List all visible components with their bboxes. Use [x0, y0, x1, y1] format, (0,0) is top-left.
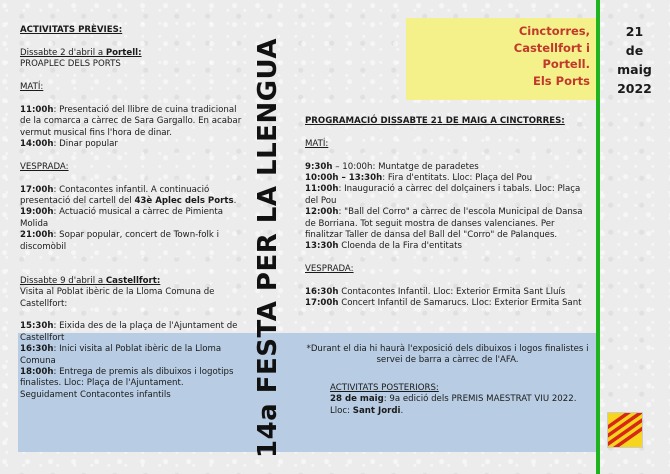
- main-morning-label: MATÍ:: [305, 138, 329, 149]
- day1-subtitle: PROAPLEC DELS PORTS: [20, 59, 121, 70]
- day1-morning-label: MATÍ:: [20, 82, 44, 92]
- later-activities-heading: ACTIVITATS POSTERIORS:: [330, 383, 439, 393]
- day2-subtitle: Visita al Poblat ibèric de la Lloma Comuna de Castellfort:: [20, 287, 215, 309]
- day2-item: 16:30h: Inici visita al Poblat ibèric de la Lloma Comuna: [20, 344, 222, 366]
- day2-closing: Seguidament Contacontes infantils: [20, 389, 171, 400]
- day1-afternoon-item: 19:00h: Actuació musical a càrrec de Pimienta Molida: [20, 207, 223, 229]
- day2-item: 15:30h: Eixida des de la plaça de l'Ajuntament de Castellfort: [20, 321, 238, 343]
- day1-afternoon-item: 21:00h: Sopar popular, concert de Town-folk i discomòbil: [20, 230, 220, 252]
- event-date: 21 de maig 2022: [617, 24, 652, 96]
- main-morning-item: 9:30h – 10:00h: Muntatge de paradetes: [305, 161, 479, 172]
- day2-heading: Dissabte 9 d'abril a Castellfort:: [20, 275, 161, 286]
- senyera-flag-icon: [607, 412, 643, 448]
- main-morning-item: 13:30h Cloenda de la Fira d'entitats: [305, 241, 462, 252]
- main-program-heading: PROGRAMACIÓ DISSABTE 21 DE MAIG A CINCTORRES:: [305, 116, 565, 126]
- day1-afternoon-label: VESPRADA:: [20, 161, 69, 172]
- day1-afternoon-item: 17:00h: Contacontes infantil. A continuació presentació del cartell del 43è Aplec dels Ports.: [20, 184, 237, 207]
- day1-morning-item: 11:00h: Presentació del llibre de cuina tradicional de la comarca a càrrec de Sara Gargallo. En acabar vermut musical fins l'hora de dinar.: [20, 104, 242, 138]
- main-program-column: [305, 116, 590, 310]
- green-divider: [596, 0, 600, 474]
- day1-morning-item: 14:00h: Dinar popular: [20, 139, 118, 150]
- previous-activities-heading: ACTIVITATS PRÈVIES:: [20, 25, 123, 35]
- day2-item: 18:00h: Entrega de premis als dibuixos i logotips finalistes. Lloc: Plaça de l'Ajuntament.: [20, 367, 234, 389]
- previous-activities-column: [20, 25, 242, 401]
- towns-title: Cinctorres, Castellfort i Portell. Els Ports: [513, 24, 590, 88]
- main-morning-item: 11:00h: Inauguració a càrrec del dolçainers i tabals. Lloc: Plaça del Pou: [305, 184, 581, 206]
- main-afternoon-label: VESPRADA:: [305, 264, 354, 275]
- main-morning-item: 10:00h – 13:30h: Fira d'entitats. Lloc: Plaça del Pou: [305, 173, 533, 183]
- main-morning-item: 12:00h: "Ball del Corro" a càrrec de l'escola Municipal de Dansa de Borriana. Tot seguit mostra de danses valencianes. Per finalitzar Taller de dansa del Ball del "Corro" de Palanques.: [305, 207, 583, 241]
- main-afternoon-item: 17:00h Concert Infantil de Samarucs. Lloc: Exterior Ermita Sant: [305, 298, 582, 309]
- exhibition-note: *Durant el dia hi haurà l'exposició dels dibuixos i logos finalistes i servei de barra a càrrec de l'AFA.: [306, 344, 589, 366]
- later-activity-place: Lloc: Sant Jordi.: [330, 405, 404, 416]
- festival-title: 14a FESTA PER LA LLENGUA: [253, 38, 283, 458]
- day1-heading: Dissabte 2 d'abril a Portell:: [20, 47, 142, 58]
- later-activity-item: 28 de maig: 9a edició dels PREMIS MAESTRAT VIU 2022.: [330, 394, 577, 405]
- later-activities: [330, 383, 590, 417]
- main-afternoon-item: 16:30h Contacontes Infantil. Lloc: Exterior Ermita Sant Lluís: [305, 287, 566, 298]
